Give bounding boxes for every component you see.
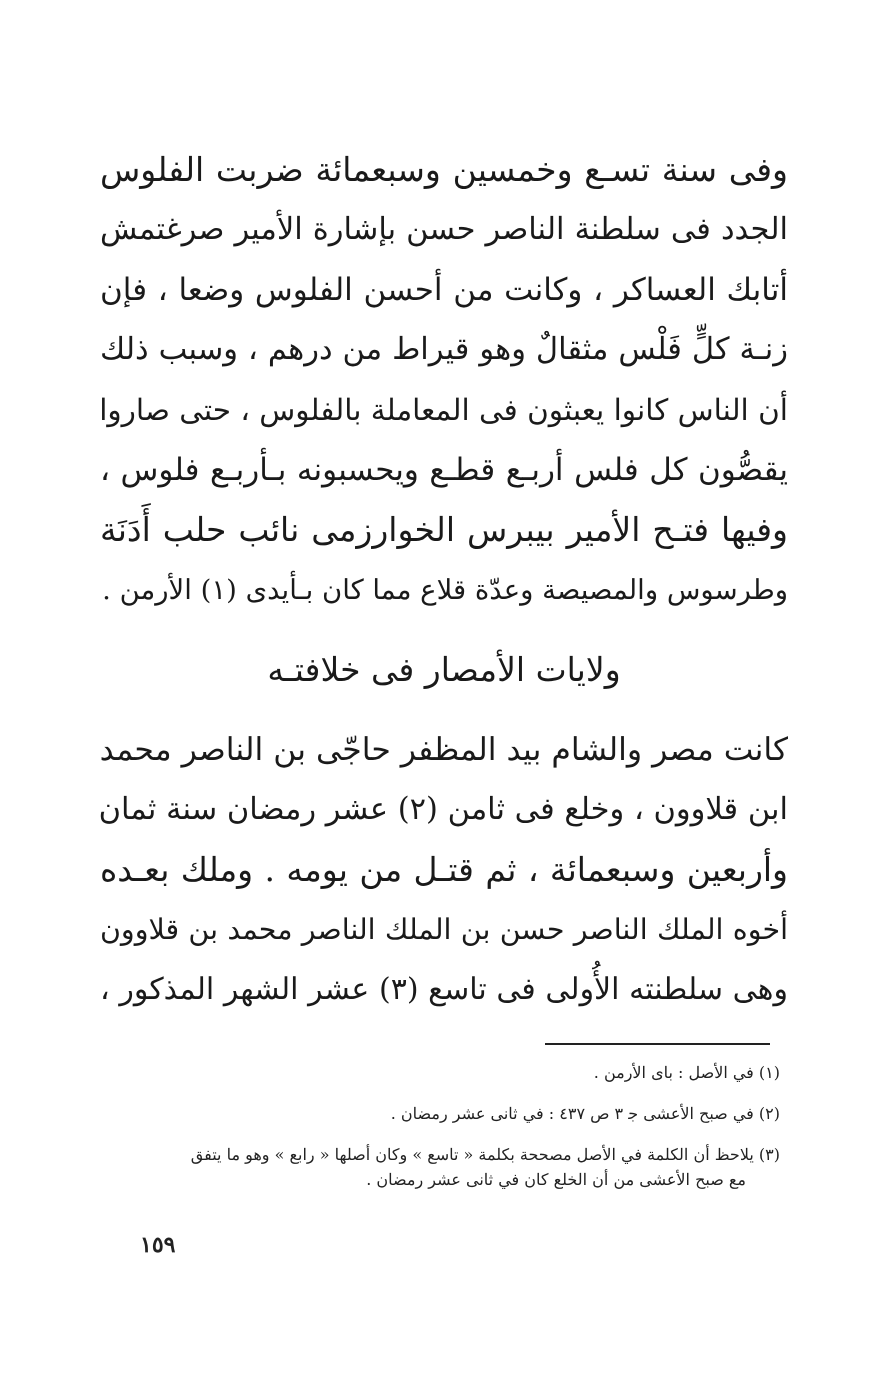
footnote-divider: [545, 1043, 770, 1045]
text-line: ابن قلاوون ، وخلع فى ثامن (٢) عشر رمضان سنة ثمان: [98, 792, 788, 827]
footnote-3: (٣) يلاحظ أن الكلمة في الأصل مصححة بكلمة « تاسع » وكان أصلها « رابع » وهو ما يتفق: [190, 1145, 780, 1164]
text-line: وهى سلطنته الأُولى فى تاسع (٣) عشر الشهر المذكور ،: [100, 972, 788, 1007]
section-heading: ولايات الأمصار فى خلافتـه: [267, 650, 621, 689]
text-line: أخوه الملك الناصر حسن بن الملك الناصر محمد بن قلاوون: [100, 913, 788, 946]
text-line: وفى سنة تسـع وخمسين وسبعمائة ضربت الفلوس: [100, 150, 788, 189]
text-line: كانت مصر والشام بيد المظفر حاجّى بن الناصر محمد: [99, 732, 788, 768]
text-line: وطرسوس والمصيصة وعدّة قلاع مما كان بـأيدى (١) الأرمن .: [102, 574, 788, 606]
footnote-1: (١) في الأصل : باى الأرمن .: [593, 1063, 780, 1082]
paragraph-fulus: [100, 140, 788, 620]
text-line: زنـة كلٍّ فَلْس مثقالٌ وهو قيراط من درهم ، وسبب ذلك: [100, 332, 788, 367]
text-line: وفيها فتـح الأمير بيبرس الخوارزمى نائب حلب أَدَنَة: [100, 510, 788, 549]
page-number: ١٥٩: [140, 1232, 176, 1258]
text-line: أن الناس كانوا يعبثون فى المعاملة بالفلوس ، حتى صاروا: [99, 393, 788, 427]
text-line: الجدد فى سلطنة الناصر حسن بإشارة الأمير صرغتمش: [100, 212, 788, 247]
paragraph-wilayat: [100, 720, 788, 1020]
footnote-2: (٢) في صبح الأعشى ﺟ ٣ ص ٤٣٧ : في ثانى عشر رمضان .: [390, 1104, 780, 1123]
text-line: أتابك العساكر ، وكانت من أحسن الفلوس وضعا ، فإن: [100, 272, 788, 308]
text-line: يقصُّون كل فلس أربـع قطـع ويحسبونه بـأربـع فلوس ،: [100, 452, 788, 488]
footnote-3-continuation: مع صبح الأعشى من أن الخلع كان في ثانى عشر رمضان .: [366, 1170, 746, 1189]
text-line: وأربعين وسبعمائة ، ثم قتـل من يومه . وملك بعـده: [100, 850, 788, 889]
footnotes: [100, 1060, 780, 1192]
